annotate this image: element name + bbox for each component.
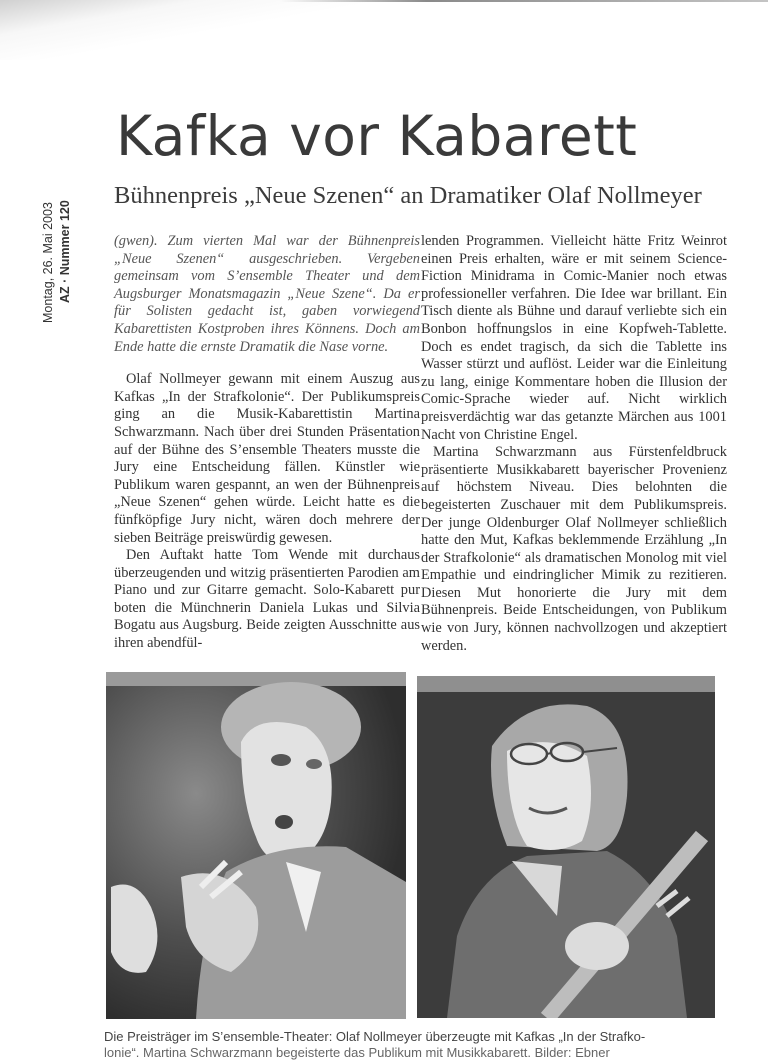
scan-shadow (0, 0, 768, 60)
issue-date: Montag, 26. Mai 2003 (41, 202, 55, 323)
article-column-left (114, 233, 420, 653)
photo-caption (104, 1029, 744, 1061)
issue-number: AZ · Nummer 120 (58, 200, 72, 303)
caption-line-2: lonie“. Martina Schwarzmann begeisterte das Publikum mit Musikkabarett. Bilder: Ebner (104, 1045, 610, 1060)
article-paragraph: Martina Schwarzmann aus Fürstenfeldbruck präsentierte Musikkabarett bayerischer Provenienz auf höchstem Niveau. Dies belohnten die begeisterten Zuschauer mit dem Publikumspreis. Der junge Oldenburger Olaf Nollmeyer schließlich hatte den Mut, Kafkas beklemmende Erzählung „In der Strafkolonie“ als dramatischen Monolog mit viel Empathie und eindringlicher Mimik zu rezitieren. Diesen Mut honorierte die Jury mit dem Bühnenpreis. Beide Entscheidungen, von Publikum wie von Jury, können nachvollzogen und akzeptiert werden. (421, 444, 727, 654)
subheadline: Bühnenpreis „Neue Szenen“ an Dramatiker Olaf Nollmeyer (114, 182, 702, 209)
photo-martina-schwarzmann (417, 676, 715, 1018)
photo-olaf-nollmeyer (106, 672, 406, 1019)
article-column-right (421, 233, 727, 655)
article-paragraph: Den Auftakt hatte Tom Wende mit durchaus überzeugenden und witzig präsentierten Parodien am Piano und zur Gitarre gemacht. Solo-Kabarett pur boten die Münchnerin Daniela Lukas und Silvia Bogatu aus Augsburg. Beide zeigten Ausschnitte aus ihren abendfül- (114, 547, 420, 652)
photo-musician-icon (417, 676, 715, 1018)
caption-line-1: Die Preisträger im S’ensemble-Theater: Olaf Nollmeyer überzeugte mit Kafkas „In der Strafko- (104, 1029, 646, 1044)
headline: Kafka vor Kabarett (116, 104, 638, 168)
photo-performer-icon (106, 672, 406, 1019)
article-paragraph: Olaf Nollmeyer gewann mit einem Auszug aus Kafkas „In der Strafkolonie“. Der Publikumspreis ging an die Musik-Kabarettistin Martina Schwarzmann. Nach über drei Stunden Präsentation auf der Bühne des S’ensemble Theaters musste die Jury eine Entscheidung fällen. Künstler wie Publikum waren gespannt, an wen der Bühnenpreis „Neue Szenen“ gehen würde. Leicht hatte es die fünfköpfige Jury nicht, wären doch mehrere der sieben Beiträge preiswürdig gewesen. (114, 371, 420, 546)
article-lead: (gwen). Zum vierten Mal war der Bühnenpreis „Neue Szenen“ ausgeschrieben. Vergeben gemeinsam vom S’ensemble Theater und dem Augsburger Monatsmagazin „Neue Szene“. Da er für Solisten gedacht ist, gaben vorwiegend Kabarettisten Kostproben ihres Könnens. Doch am Ende hatte die ernste Dramatik die Nase vorne. (114, 233, 420, 355)
dateline (40, 175, 110, 325)
page-top-edge (280, 0, 768, 2)
article-paragraph: lenden Programmen. Vielleicht hätte Fritz Weinrot einen Preis erhalten, wäre er mit seinem Science-Fiction Minidrama in Comic-Manier noch etwas professioneller verfahren. Die Idee war brillant. Ein Tisch diente als Bühne und darauf verliebte sich ein Bonbon hoffnungslos in eine Kopfweh-Tablette. Doch es endet tragisch, da sich die Tablette ins Wasser stürzt und auflöst. Leider war die Einleitung zu lang, einige Kommentare hoben die Illusion der Comic-Sprache wieder auf. Nicht wirklich preisverdächtig war das getanzte Märchen aus 1001 Nacht von Christine Engel. (421, 233, 727, 443)
photo-row (106, 672, 714, 1019)
